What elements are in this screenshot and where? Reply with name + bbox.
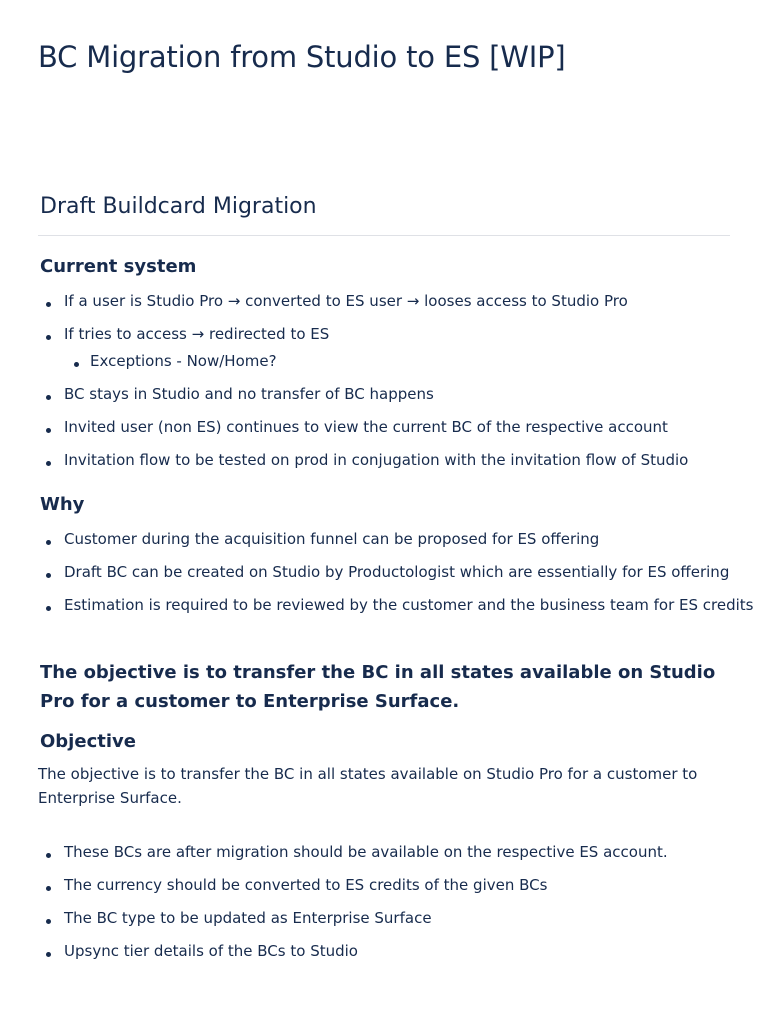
objective-statement: The objective is to transfer the BC in all states available on Studio Pro for a customer to Enterprise Surface. xyxy=(40,662,716,712)
list-item: Upsync tier details of the BCs to Studio xyxy=(40,941,740,961)
current-system-heading: Current system xyxy=(40,256,197,277)
section-divider xyxy=(38,235,730,236)
objective-heading: Objective xyxy=(40,731,136,752)
list-item: If a user is Studio Pro → converted to ES user → looses access to Studio Pro xyxy=(40,291,740,311)
objective-list xyxy=(40,842,740,974)
list-item: Customer during the acquisition funnel can be proposed for ES offering xyxy=(40,529,740,549)
why-list xyxy=(40,529,754,628)
list-item: Estimation is required to be reviewed by the customer and the business team for ES credits xyxy=(40,595,740,615)
objective-paragraph: The objective is to transfer the BC in all states available on Studio Pro for a customer to Enterprise Surface. xyxy=(38,765,698,807)
list-item-with-subitems xyxy=(40,324,740,371)
list-item: The currency should be converted to ES credits of the given BCs xyxy=(40,875,740,895)
list-item: Invited user (non ES) continues to view the current BC of the respective account xyxy=(40,417,740,437)
list-item: Draft BC can be created on Studio by Productologist which are essentially for ES offering xyxy=(40,562,740,582)
why-heading: Why xyxy=(40,494,85,515)
sub-list-item: Exceptions - Now/Home? xyxy=(64,351,740,371)
section-heading: Draft Buildcard Migration xyxy=(40,194,317,219)
list-item: The BC type to be updated as Enterprise Surface xyxy=(40,908,740,928)
list-item: These BCs are after migration should be available on the respective ES account. xyxy=(40,842,740,862)
list-item-text: If tries to access → redirected to ES xyxy=(64,325,330,343)
current-system-list xyxy=(40,291,740,483)
list-item: BC stays in Studio and no transfer of BC happens xyxy=(40,384,740,404)
page-title: BC Migration from Studio to ES [WIP] xyxy=(38,40,566,74)
list-item: Invitation flow to be tested on prod in conjugation with the invitation flow of Studio xyxy=(40,450,740,470)
sub-list xyxy=(64,351,740,371)
